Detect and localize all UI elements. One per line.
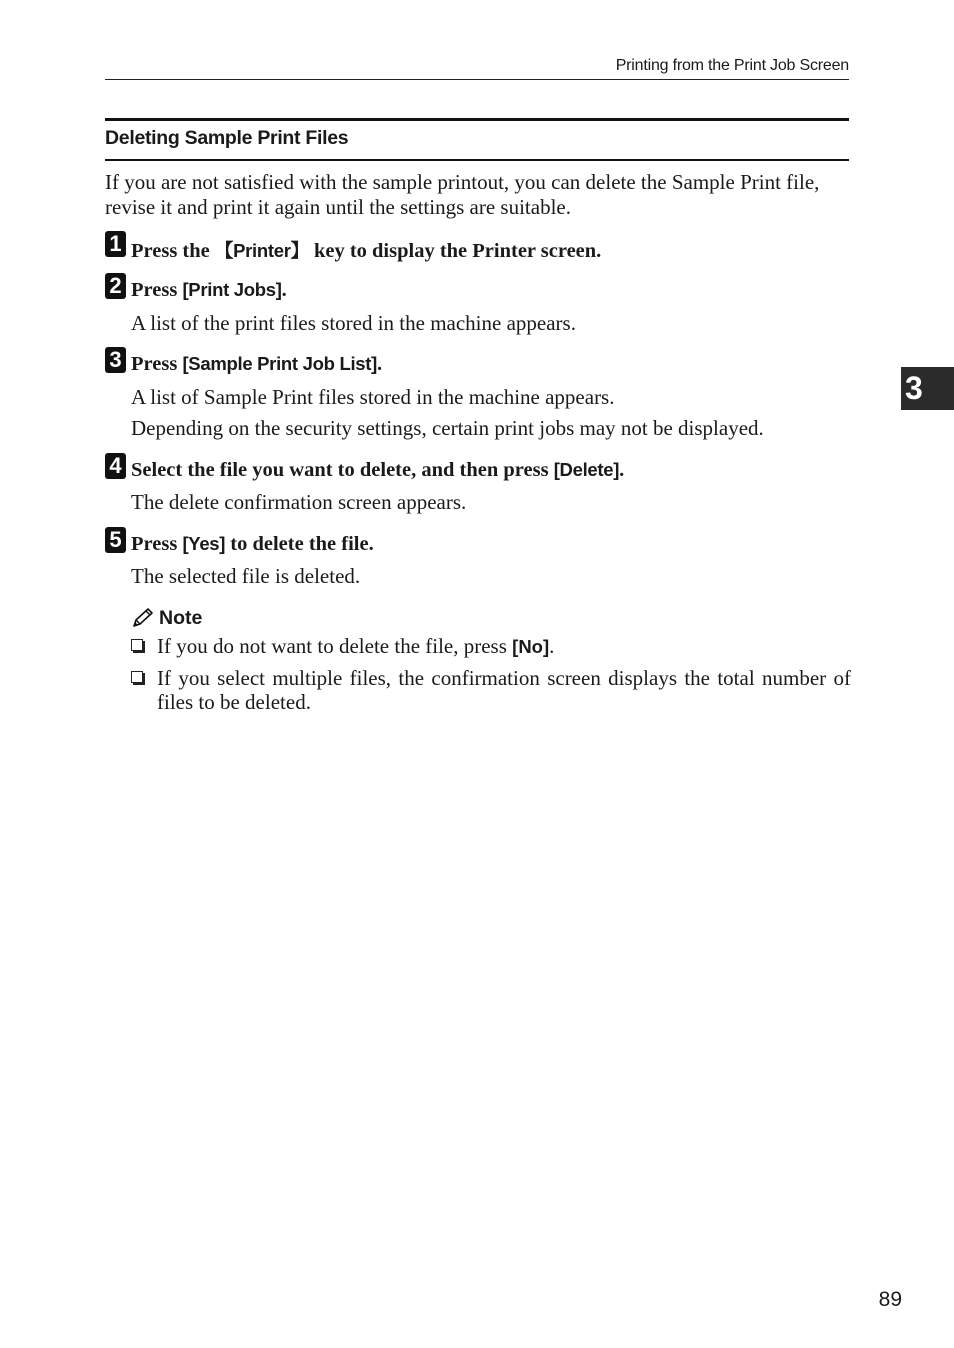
no-key-label: [No]	[512, 636, 550, 657]
step-5-text-before: Press	[131, 533, 183, 555]
note-item-2-text: If you select multiple files, the confirmation screen displays the total number of files to be deleted.	[157, 666, 851, 714]
section-title: Deleting Sample Print Files	[105, 127, 349, 149]
print-jobs-key-label: [Print Jobs]	[182, 279, 282, 300]
step-4-text-before: Select the file you want to delete, and then press	[131, 459, 554, 481]
yes-key-label: [Yes]	[182, 533, 226, 554]
step-1-badge: 1	[105, 231, 126, 257]
printer-key-label: 【Printer】	[214, 240, 309, 261]
header-divider	[105, 79, 849, 80]
section-rule-bottom	[105, 159, 849, 161]
step-3-description: A list of Sample Print files stored in the machine appears.	[131, 385, 615, 409]
step-2-description: A list of the print files stored in the machine appears.	[131, 311, 576, 335]
note-item-1-end: .	[549, 634, 555, 658]
step-4-badge: 4	[105, 453, 126, 479]
step-2-badge: 2	[105, 273, 126, 299]
running-header: Printing from the Print Job Screen	[615, 57, 849, 74]
step-5-badge: 5	[105, 527, 126, 553]
step-1-text-before: Press the	[131, 240, 215, 262]
step-1-text-after: key to display the Printer screen.	[308, 240, 602, 262]
page-number: 89	[878, 1288, 902, 1311]
pencil-icon	[131, 607, 155, 629]
step-3-security-note: Depending on the security settings, certain print jobs may not be displayed.	[131, 416, 764, 440]
step-2-text-after: .	[281, 279, 287, 301]
step-3-heading	[131, 353, 382, 376]
step-1-heading	[131, 237, 601, 263]
step-4-text-after: .	[619, 459, 625, 481]
step-2-text-before: Press	[131, 279, 183, 301]
step-4-description: The delete confirmation screen appears.	[131, 490, 467, 514]
step-3-badge: 3	[105, 347, 126, 373]
checkbox-bullet-icon	[131, 639, 143, 651]
step-2-heading	[131, 279, 287, 302]
note-item-1-text: If you do not want to delete the file, press	[157, 634, 513, 658]
step-5-heading	[131, 533, 374, 556]
note-label: Note	[159, 606, 203, 629]
checkbox-bullet-icon	[131, 671, 143, 683]
step-3-text-before: Press	[131, 353, 183, 375]
step-5-description: The selected file is deleted.	[131, 564, 361, 588]
step-5-text-after: to delete the file.	[225, 533, 374, 555]
step-4-heading	[131, 459, 624, 482]
note-item-1	[131, 634, 851, 659]
note-item-2	[131, 666, 851, 714]
step-3-text-after: .	[377, 353, 383, 375]
delete-key-label: [Delete]	[553, 459, 620, 480]
section-rule-top	[105, 118, 849, 121]
note-heading	[131, 605, 202, 631]
intro-paragraph: If you are not satisfied with the sample printout, you can delete the Sample Print file, revise it and print it again until the settings are suitable.	[105, 170, 820, 219]
sample-print-job-list-key-label: [Sample Print Job List]	[182, 353, 378, 374]
chapter-tab: 3	[901, 367, 954, 410]
